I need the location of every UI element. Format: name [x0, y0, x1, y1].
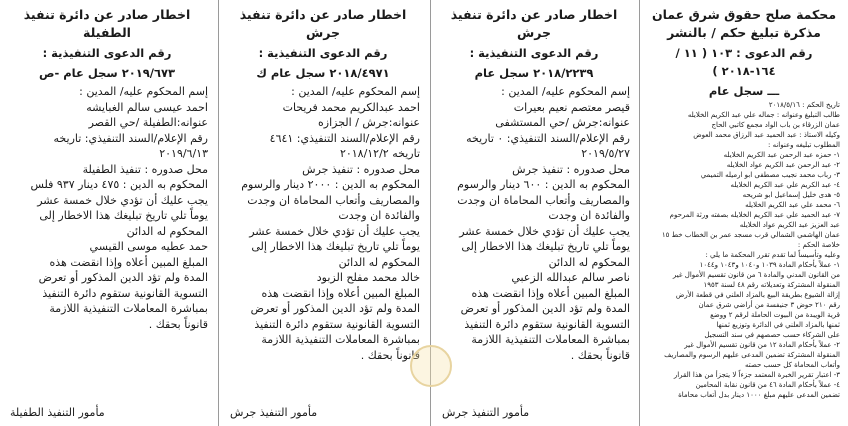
text-line: التسوية القانونية ستقوم دائرة التنفيذ [42, 286, 208, 300]
case-number: ٢٠١٩/٦٧٣ سجل عام -ص [38, 66, 176, 80]
text-line: احمد عيسى سالم الغبايشه [86, 100, 208, 114]
watermark-seal-icon [410, 345, 452, 387]
text-line: يجب عليك أن تؤدي خلال خمسة عشر [37, 193, 208, 207]
case-label: رقم الدعوى التنفيذية : [469, 46, 599, 60]
text-line: محل صدوره : تنفيذ جرش [512, 162, 630, 176]
text-line: عنوانه:جرش / الجزازه [318, 116, 420, 129]
text-line: رقم الإعلام/السند التنفيذي: ٤٦٤١ [269, 131, 420, 145]
text-line: والمصاريف وأتعاب المحاماة ان وجدت [247, 193, 420, 207]
text-line: المنقولة المشتركة وتعديلاته رقم ٤٨ لسنة ١٩٥٣ [703, 281, 840, 289]
text-line: المحكوم به الدين : ٦٠٠ دينار والرسوم [457, 178, 630, 191]
case-number: رقم الدعوى : ١٠٣ ( ١١ / ١٦٤-٢٠١٨ ) [675, 46, 813, 78]
text-line: يوماً تلي تاريخ تبليغك هذا الاخطار إلى [251, 240, 420, 253]
text-line: رقم الإعلام/السند التنفيذي: تاريخه [53, 131, 208, 145]
text-line: بمباشرة المعاملات التنفيذية اللازمة [261, 333, 420, 346]
text-line: إسم المحكوم عليه/ المدين : [79, 85, 208, 98]
text-line: طالب التبليغ وعنوانه : جماله علي عبد الكريم الخلايله [687, 111, 840, 119]
notice-title: اخطار صادر عن دائرة تنفيذ جرش [450, 7, 618, 40]
text-line: ١- حمزه عبد الرحمن عبد الكريم الخلايله [723, 151, 840, 159]
notice-body [226, 84, 420, 363]
text-line: خلاصة الحكم : [797, 241, 840, 249]
execution-notice-column [220, 0, 428, 426]
text-line: وأتعاب المحاماة كل حسب حصته [745, 361, 840, 369]
text-line: قانوناً بحقك . [360, 348, 420, 362]
text-line: ٤- عملاً بأحكام المادة ٤٦ من قانون نقابة المحامين [695, 381, 840, 389]
text-line: بمباشرة المعاملات التنفيذية اللازمة [49, 302, 208, 315]
text-line: وعليه وتأسيساً لما تقدم تقرر المحكمة ما يلي : [705, 251, 840, 259]
text-line: ٥- هدى خليل إسماعيل ابو شريحه [742, 191, 840, 199]
text-line: ناصر سالم عبدالله الزعبي [511, 271, 630, 284]
text-line: عنوانه:جرش /حي المستشفى [495, 116, 630, 129]
text-line: المدة ولم تؤد الدين المذكور أو تعرض [460, 302, 630, 315]
notice-body [438, 84, 630, 363]
text-line: المبلغ المبين أعلاه وإذا انقضت هذه [261, 286, 420, 300]
text-line: قانوناً بحقك . [570, 348, 630, 362]
text-line: المدة ولم تؤد الدين المذكور أو تعرض [38, 271, 208, 284]
signature: مأمور التنفيذ جرش [230, 406, 318, 419]
text-line: وكيله الاستاذ : عبد الحميد عبد الرزاق محمد العوض [693, 131, 840, 139]
text-line: بمباشرة المعاملات التنفيذية اللازمة [471, 333, 630, 346]
text-line: ٢٠١٩/٦/١٣ [159, 147, 208, 160]
case-number: ٢٠١٨/٤٩٧١ سجل عام ك [256, 66, 390, 80]
execution-notice-column [0, 0, 216, 426]
court-notice-column [642, 0, 848, 426]
text-line: تضمين المدعى عليهم مبلغ ١٠٠٠ دينار بدل أتعاب محاماة [678, 391, 840, 399]
text-line: والفائدة ان وجدت [338, 209, 420, 222]
text-line: المطلوب تبليغه وعنوانه : [768, 141, 840, 149]
text-line: المحكوم له الدائن [548, 255, 630, 269]
text-line: قرية الويبدة من البيوت الحاملة لرقم ٢ ووضع [710, 311, 840, 319]
case-label: رقم الدعوى التنفيذية : [42, 46, 172, 60]
text-line: عنوانه:الطفيلة /حي القصر [88, 116, 208, 129]
case-suffix: ـــ سجل عام [708, 84, 780, 98]
notice-title-line2: الطفيلة [83, 25, 131, 40]
text-line: المبلغ المبين أعلاه وإذا انقضت هذه [471, 286, 630, 300]
text-line: ٣- رباب محمد نجيب مصطفى ابو ارميله التميمي [700, 171, 840, 179]
text-line: حمد عطيه موسى القيسي [89, 240, 208, 253]
column-divider [639, 0, 640, 426]
text-line: قيصر معتصم نعيم بعيرات [513, 100, 630, 114]
notice-title: اخطار صادر عن دائرة تنفيذ [23, 7, 191, 22]
text-line: المحكوم به الدين : ٢٠٠٠ دينار والرسوم [241, 178, 420, 191]
case-number: ٢٠١٨/٢٢٣٩ سجل عام [474, 66, 594, 80]
text-line: والمصاريف وأتعاب المحاماة ان وجدت [457, 193, 630, 207]
text-line: قانوناً بحقك . [148, 317, 208, 331]
text-line: احمد عبدالكريم محمد فريحات [282, 100, 420, 114]
text-line: ٣- اعتبار تقرير الخبرة المعتمد جزءاً لا يتجزأ من هذا القرار [673, 371, 840, 379]
signature: مأمور التنفيذ جرش [442, 406, 530, 419]
signature: مأمور التنفيذ الطفيلة [10, 406, 105, 419]
text-line: ٢٠١٩/٥/٢٧ [581, 147, 630, 160]
text-line: رقم الإعلام/السند التنفيذي: ٠ تاريخه [466, 131, 630, 145]
text-line: المحكوم له الدائن [126, 224, 208, 238]
text-line: المدة ولم تؤد الدين المذكور أو تعرض [250, 302, 420, 315]
notice-body [6, 84, 208, 332]
text-line: عبد العزيز عبد الكريم عواد الخلايله [739, 221, 840, 229]
text-line: عمان الزرقاء بن باب الواد مجمع كاتبي الحاج [711, 121, 840, 129]
text-line: محل صدوره : تنفيذ جرش [302, 162, 420, 176]
text-line: من القانون المدني والمادة ٦ من قانون تقسيم الأموال غير [672, 271, 840, 279]
text-line: عمان الهاشمي الشمالي قرب مسجد عمر بن الخطاب خط ١٥ [661, 231, 840, 239]
text-line: المحكوم له الدائن [338, 255, 420, 269]
text-line: رقم ٢١٠ حوض ٣ جنيفسة من أراضي شرق عمان [698, 301, 840, 309]
text-line: ٧- عبد الحميد علي عبد الكريم الخلايله بصفته ورثة المرحوم [669, 211, 840, 219]
text-line: التسوية القانونية ستقوم دائرة التنفيذ [254, 317, 420, 331]
case-label: رقم الدعوى التنفيذية : [258, 46, 388, 60]
text-line: على الشركاء حسب حصصهم في سند التسجيل [704, 331, 840, 339]
text-line: يجب عليك أن تؤدي خلال خمسة عشر [459, 224, 630, 238]
text-line: يوماً تلي تاريخ تبليغك هذا الاخطار إلى [39, 209, 208, 222]
text-line: يوماً تلي تاريخ تبليغك هذا الاخطار إلى [461, 240, 630, 253]
text-line: المبلغ المبين أعلاه وإذا انقضت هذه [49, 255, 208, 269]
text-line: ٢- عملاً بأحكام المادة ١٢ من قانون تقسيم الأموال غير [684, 341, 840, 349]
text-line: خالد محمد مفلح الزبود [316, 271, 420, 284]
text-line: تاريخه ٢٠١٨/١٢/٢ [339, 147, 420, 160]
text-line: إسم المحكوم عليه/ المدين : [501, 85, 630, 98]
text-line: والفائدة ان وجدت [548, 209, 630, 222]
text-line: إسم المحكوم عليه/ المدين : [291, 85, 420, 98]
text-line: المحكوم به الدين : ٤٧٥ دينار ٩٣٧ فلس [30, 178, 208, 191]
notice-subtitle: مذكرة تبليغ حكم / بالنشر [667, 25, 821, 40]
text-line: ثمنها بالمزاد العلني في الدائرة وتوزيع ثمنها [716, 321, 840, 329]
notice-title: محكمة صلح حقوق شرق عمان [651, 7, 837, 22]
notice-body [648, 100, 840, 400]
execution-notice-column [432, 0, 638, 426]
text-line: تاريخ الحكم : ٢٠١٨/٥/١٦ [768, 101, 840, 109]
text-line: ١- عملاً بأحكام المادة ١٠٣٩ و١٠٤٠ و١٠٤٣ و١٠٤٤ [699, 261, 840, 269]
column-divider [218, 0, 219, 426]
text-line: يجب عليك أن تؤدي خلال خمسة عشر [249, 224, 420, 238]
text-line: إزالة الشيوع بطريقة البيع بالمزاد العلني في قطعة الأرض [675, 291, 840, 299]
text-line: ٢- عبد الرحمن عبد الكريم عواد الخلايله [726, 161, 840, 169]
text-line: المنقولة المشتركة تضمين المدعى عليهم الرسوم والمصاريف [664, 351, 840, 359]
notice-title: اخطار صادر عن دائرة تنفيذ جرش [239, 7, 407, 40]
text-line: ٦- محمد علي عبد الكريم الخلايله [745, 201, 840, 209]
text-line: محل صدوره : تنفيذ الطفيلة [82, 162, 208, 176]
text-line: التسوية القانونية ستقوم دائرة التنفيذ [464, 317, 630, 331]
text-line: ٤- عبد الكريم علي عبد الكريم الخلايله [730, 181, 840, 189]
